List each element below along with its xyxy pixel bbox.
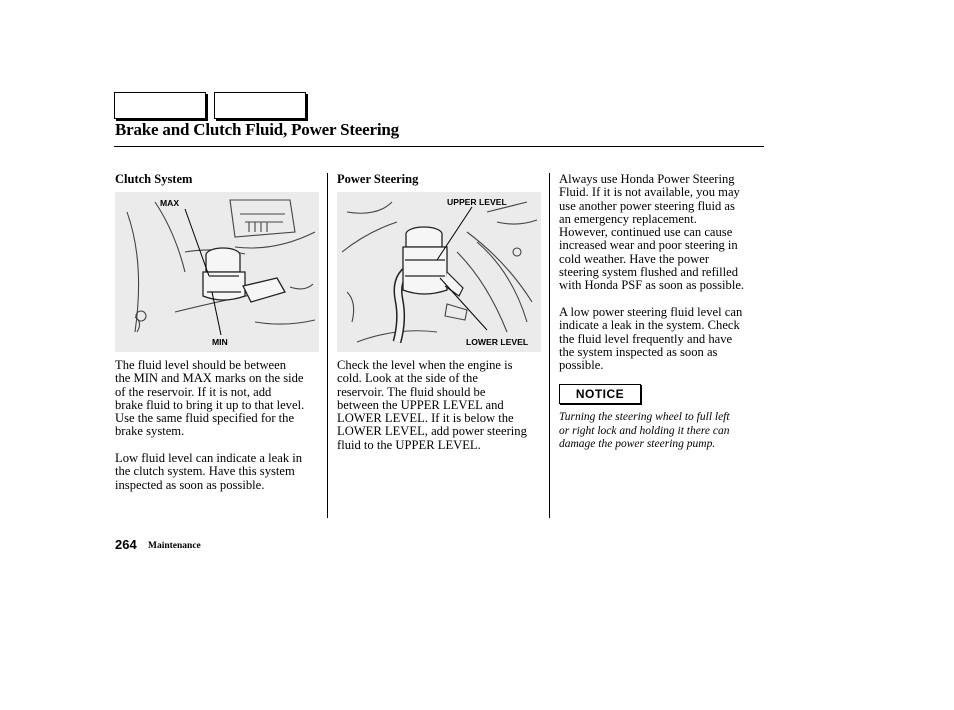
clutch-paragraph-1: The fluid level should be between the MIN and MAX marks on the side of the reservoir. If it is not, add brake fluid to bring it up to that level. Use the same fluid specified for the brake system. <box>115 358 305 439</box>
power-steering-paragraph: Check the level when the engine is cold. Look at the side of the reservoir. The fluid should be between the UPPER LEVEL and LOWER LEVEL. If it is below the LOWER LEVEL, add power steering fluid to the UPPER LEVEL. <box>337 358 527 452</box>
page-number: 264 <box>115 537 137 552</box>
clutch-min-label: MIN <box>212 337 228 347</box>
column-divider-1 <box>327 173 328 518</box>
clutch-reservoir-figure <box>115 192 319 352</box>
section-name: Maintenance <box>148 541 201 551</box>
clutch-paragraph-2: Low fluid level can indicate a leak in the clutch system. Have this system inspected as soon as possible. <box>115 451 303 492</box>
notice-label: NOTICE <box>575 387 625 401</box>
clutch-heading: Clutch System <box>115 172 193 186</box>
notice-text: Turning the steering wheel to full left or right lock and holding it there can damage the power steering pump. <box>559 411 730 450</box>
upper-level-label: UPPER LEVEL <box>447 197 507 207</box>
page-title: Brake and Clutch Fluid, Power Steering <box>115 120 399 139</box>
clutch-max-label: MAX <box>160 198 180 208</box>
right-paragraph-2: A low power steering fluid level can indicate a leak in the system. Check the fluid level frequently and have the system inspected as soon as possible. <box>559 305 743 373</box>
notice-badge <box>559 384 641 404</box>
lower-level-label: LOWER LEVEL <box>466 337 529 347</box>
nav-tab-index[interactable] <box>214 92 306 119</box>
column-divider-2 <box>549 173 550 518</box>
title-rule <box>114 146 764 147</box>
right-paragraph-1: Always use Honda Power Steering Fluid. If it is not available, you may use another power steering fluid as an emergency replacement. However, continued use can cause increased wear and poor steering in cold weather. Have the power steering system flushed and refilled with Honda PSF as soon as possible. <box>559 172 745 293</box>
power-steering-heading: Power Steering <box>337 172 419 186</box>
power-steering-reservoir-figure <box>337 192 541 352</box>
nav-tab-main-menu[interactable] <box>114 92 206 119</box>
